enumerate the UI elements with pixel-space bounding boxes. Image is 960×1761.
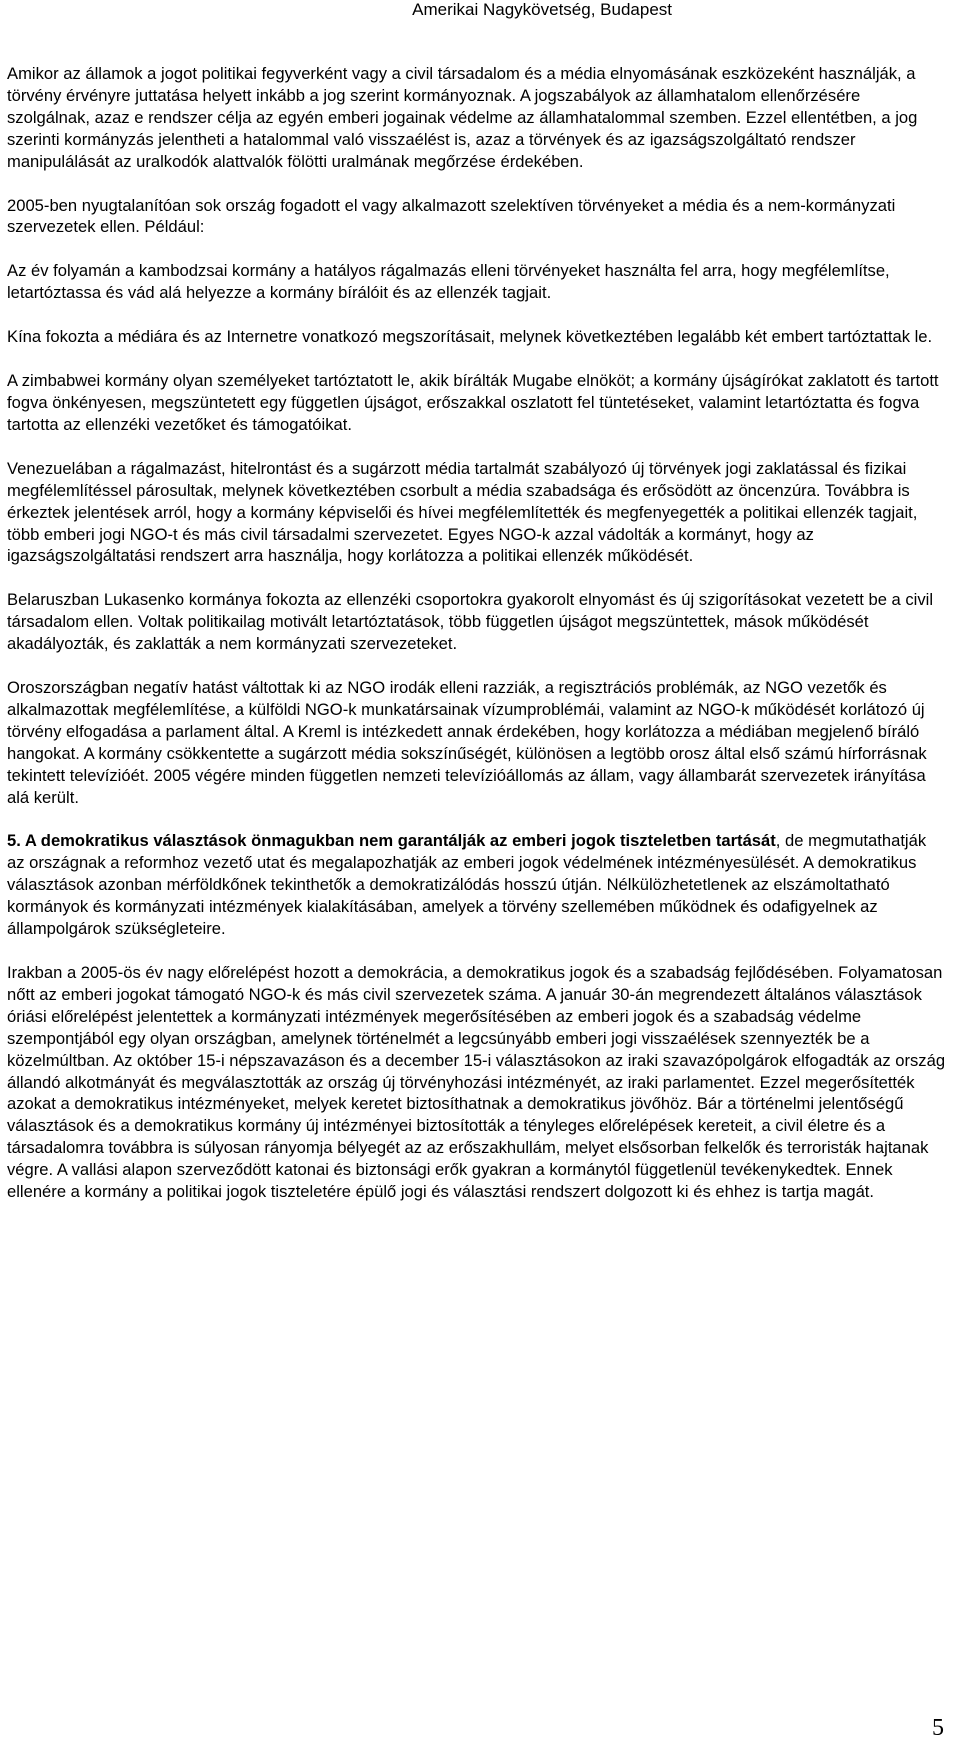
section-5-heading: 5. A demokratikus választások önmagukban nem garantálják az emberi jogok tiszteletben tartását bbox=[7, 831, 776, 851]
page-number: 5 bbox=[932, 1715, 944, 1741]
section-5-text: , de megmutathatják az országnak a reformhoz vezető utat és megalapozhatják az emberi jogok védelmének intézményesülését. A demokratikus választások azonban mérföldkőnek tekinthetők a demokratizálódás hosszú útján. Nélkülözhetetlenek az elszámoltatható kormányok és kormányzati intézmények kialakításában, amelyek a törvény szellemében működnek és odafigyelnek az állampolgárok szükségleteire. bbox=[7, 831, 927, 939]
document-body bbox=[7, 63, 947, 1225]
paragraph-venezuela: Venezuelában a rágalmazást, hitelrontást és a sugárzott média tartalmát szabályozó új törvények jogi zaklatással és fizikai megfélemlítéssel párosultak, melynek következtében csorbult a média szabadsága és erősödött az öncenzúra. Továbbra is érkeztek jelentések arról, hogy a kormány képviselői és hívei megfélemlítették és megfenyegették a politikai ellenzék tagjait, több emberi jogi NGO-t és más civil társadalmi szervezetet. Egyes NGO-k azzal vádolták a kormányt, hogy az igazságszolgáltatási rendszert arra használja, hogy korlátozza a politikai ellenzék működését. bbox=[7, 458, 918, 566]
paragraph-rule-by-law: Amikor az államok a jogot politikai fegyverként vagy a civil társadalom és a média elnyomásának eszközeként használják, a törvény érvényre juttatása helyett inkább a jog szerint kormányoznak. A jogszabályok az államhatalom ellenőrzésére szolgálnak, azaz e rendszer célja az egyén emberi jogainak védelme az államhatalommal szemben. Ezzel ellentétben, a jog szerinti kormányzás jelentheti a hatalommal való visszaélést is, azaz a törvények és az igazságszolgáltató rendszer manipulálását az uralkodók alattvalók fölötti uralmának megőrzése érdekében. bbox=[7, 64, 918, 171]
paragraph-2005-laws: 2005-ben nyugtalanítóan sok ország fogadott el vagy alkalmazott szelektíven törvényeket a média és a nem-kormányzati szervezetek ellen. Például: bbox=[7, 195, 896, 237]
paragraph-belarus: Belaruszban Lukasenko kormánya fokozta az ellenzéki csoportokra gyakorolt elnyomást és új szigorításokat vezetett be a civil társadalom ellen. Voltak politikailag motivált letartóztatások, több független újságot megszüntettek, mások működését akadályozták, és zaklatták a nem kormányzati szervezeteket. bbox=[7, 590, 934, 654]
document-header: Amerikai Nagykövetség, Budapest bbox=[412, 0, 672, 19]
paragraph-zimbabwe: A zimbabwei kormány olyan személyeket tartóztatott le, akik bírálták Mugabe elnököt; a kormány újságírókat zaklatott és tartott fogva önkényesen, megszüntetett egy független újságot, erőszakkal oszlatott fel tüntetéseket, valamint letartóztatta és fogva tartotta az ellenzéki vezetőket és támogatóikat. bbox=[7, 371, 939, 434]
paragraph-china: Kína fokozta a médiára és az Internetre vonatkozó megszorításait, melynek következtében legalább két embert tartóztattak le. bbox=[7, 327, 933, 347]
paragraph-iraq: Irakban a 2005-ös év nagy előrelépést hozott a demokrácia, a demokratikus jogok és a szabadság fejlődésében. Folyamatosan nőtt az emberi jogokat támogató NGO-k és más civil szervezetek száma. A január 30-án megrendezett általános választások óriási előrelépést jelentettek a kormányzati intézmények megerősítésében az emberi jogok és a szabadság védelme szempontjából egy olyan országban, amelynek történelmét a legcsúnyább emberi jogi visszaélések szennyezték be a közelmúltban. Az október 15-i népszavazáson és a december 15-i választásokon az iraki szavazópolgárok elfogadták az ország állandó alkotmányát és megválasztották az ország új törvényhozási intézményét, az iraki parlamentet. Ezzel megerősítették azokat a demokratikus intézményeket, melyek keretet biztosíthatnak a demokratikus jövőhöz. Bár a történelmi jelentőségű választások és a demokratikus kormány új intézményei biztosították a tényleges előrelépések kereteit, a civil életre és a társadalomra továbbra is súlyosan rányomja bélyegét az az erőszakhullám, melyet elsősorban felkelők és terroristák hajtanak végre. A vallási alapon szerveződött katonai és biztonsági erők gyakran a kormánytól függetlenül tevékenykedtek. Ennek ellenére a kormány a politikai jogok tiszteletére épülő jogi és választási rendszert dolgozott ki és ehhez is tartja magát. bbox=[7, 963, 946, 1202]
paragraph-russia: Oroszországban negatív hatást váltottak ki az NGO irodák elleni razziák, a regisztrációs problémák, az NGO vezetők és alkalmazottak megfélemlítése, a külföldi NGO-k munkatársainak vízumproblémái, valamint az NGO-k működését korlátozó új törvény elfogadása a parlament által. A Kreml is intézkedett annak érdekében, hogy korlátozza a médiában megjelenő bíráló hangokat. A kormány csökkentette a sugárzott média sokszínűségét, különösen a legtöbb orosz által első számú hírforrásnak tekintett televízióét. 2005 végére minden független nemzeti televízióállomás az állam, vagy állambarát szervezetek irányítása alá került. bbox=[7, 678, 927, 807]
paragraph-cambodia: Az év folyamán a kambodzsai kormány a hatályos rágalmazás elleni törvényeket használta fel arra, hogy megfélemlítse, letartóztassa és vád alá helyezze a kormány bírálóit és az ellenzék tagjait. bbox=[7, 261, 890, 303]
section-5-paragraph bbox=[7, 830, 947, 940]
